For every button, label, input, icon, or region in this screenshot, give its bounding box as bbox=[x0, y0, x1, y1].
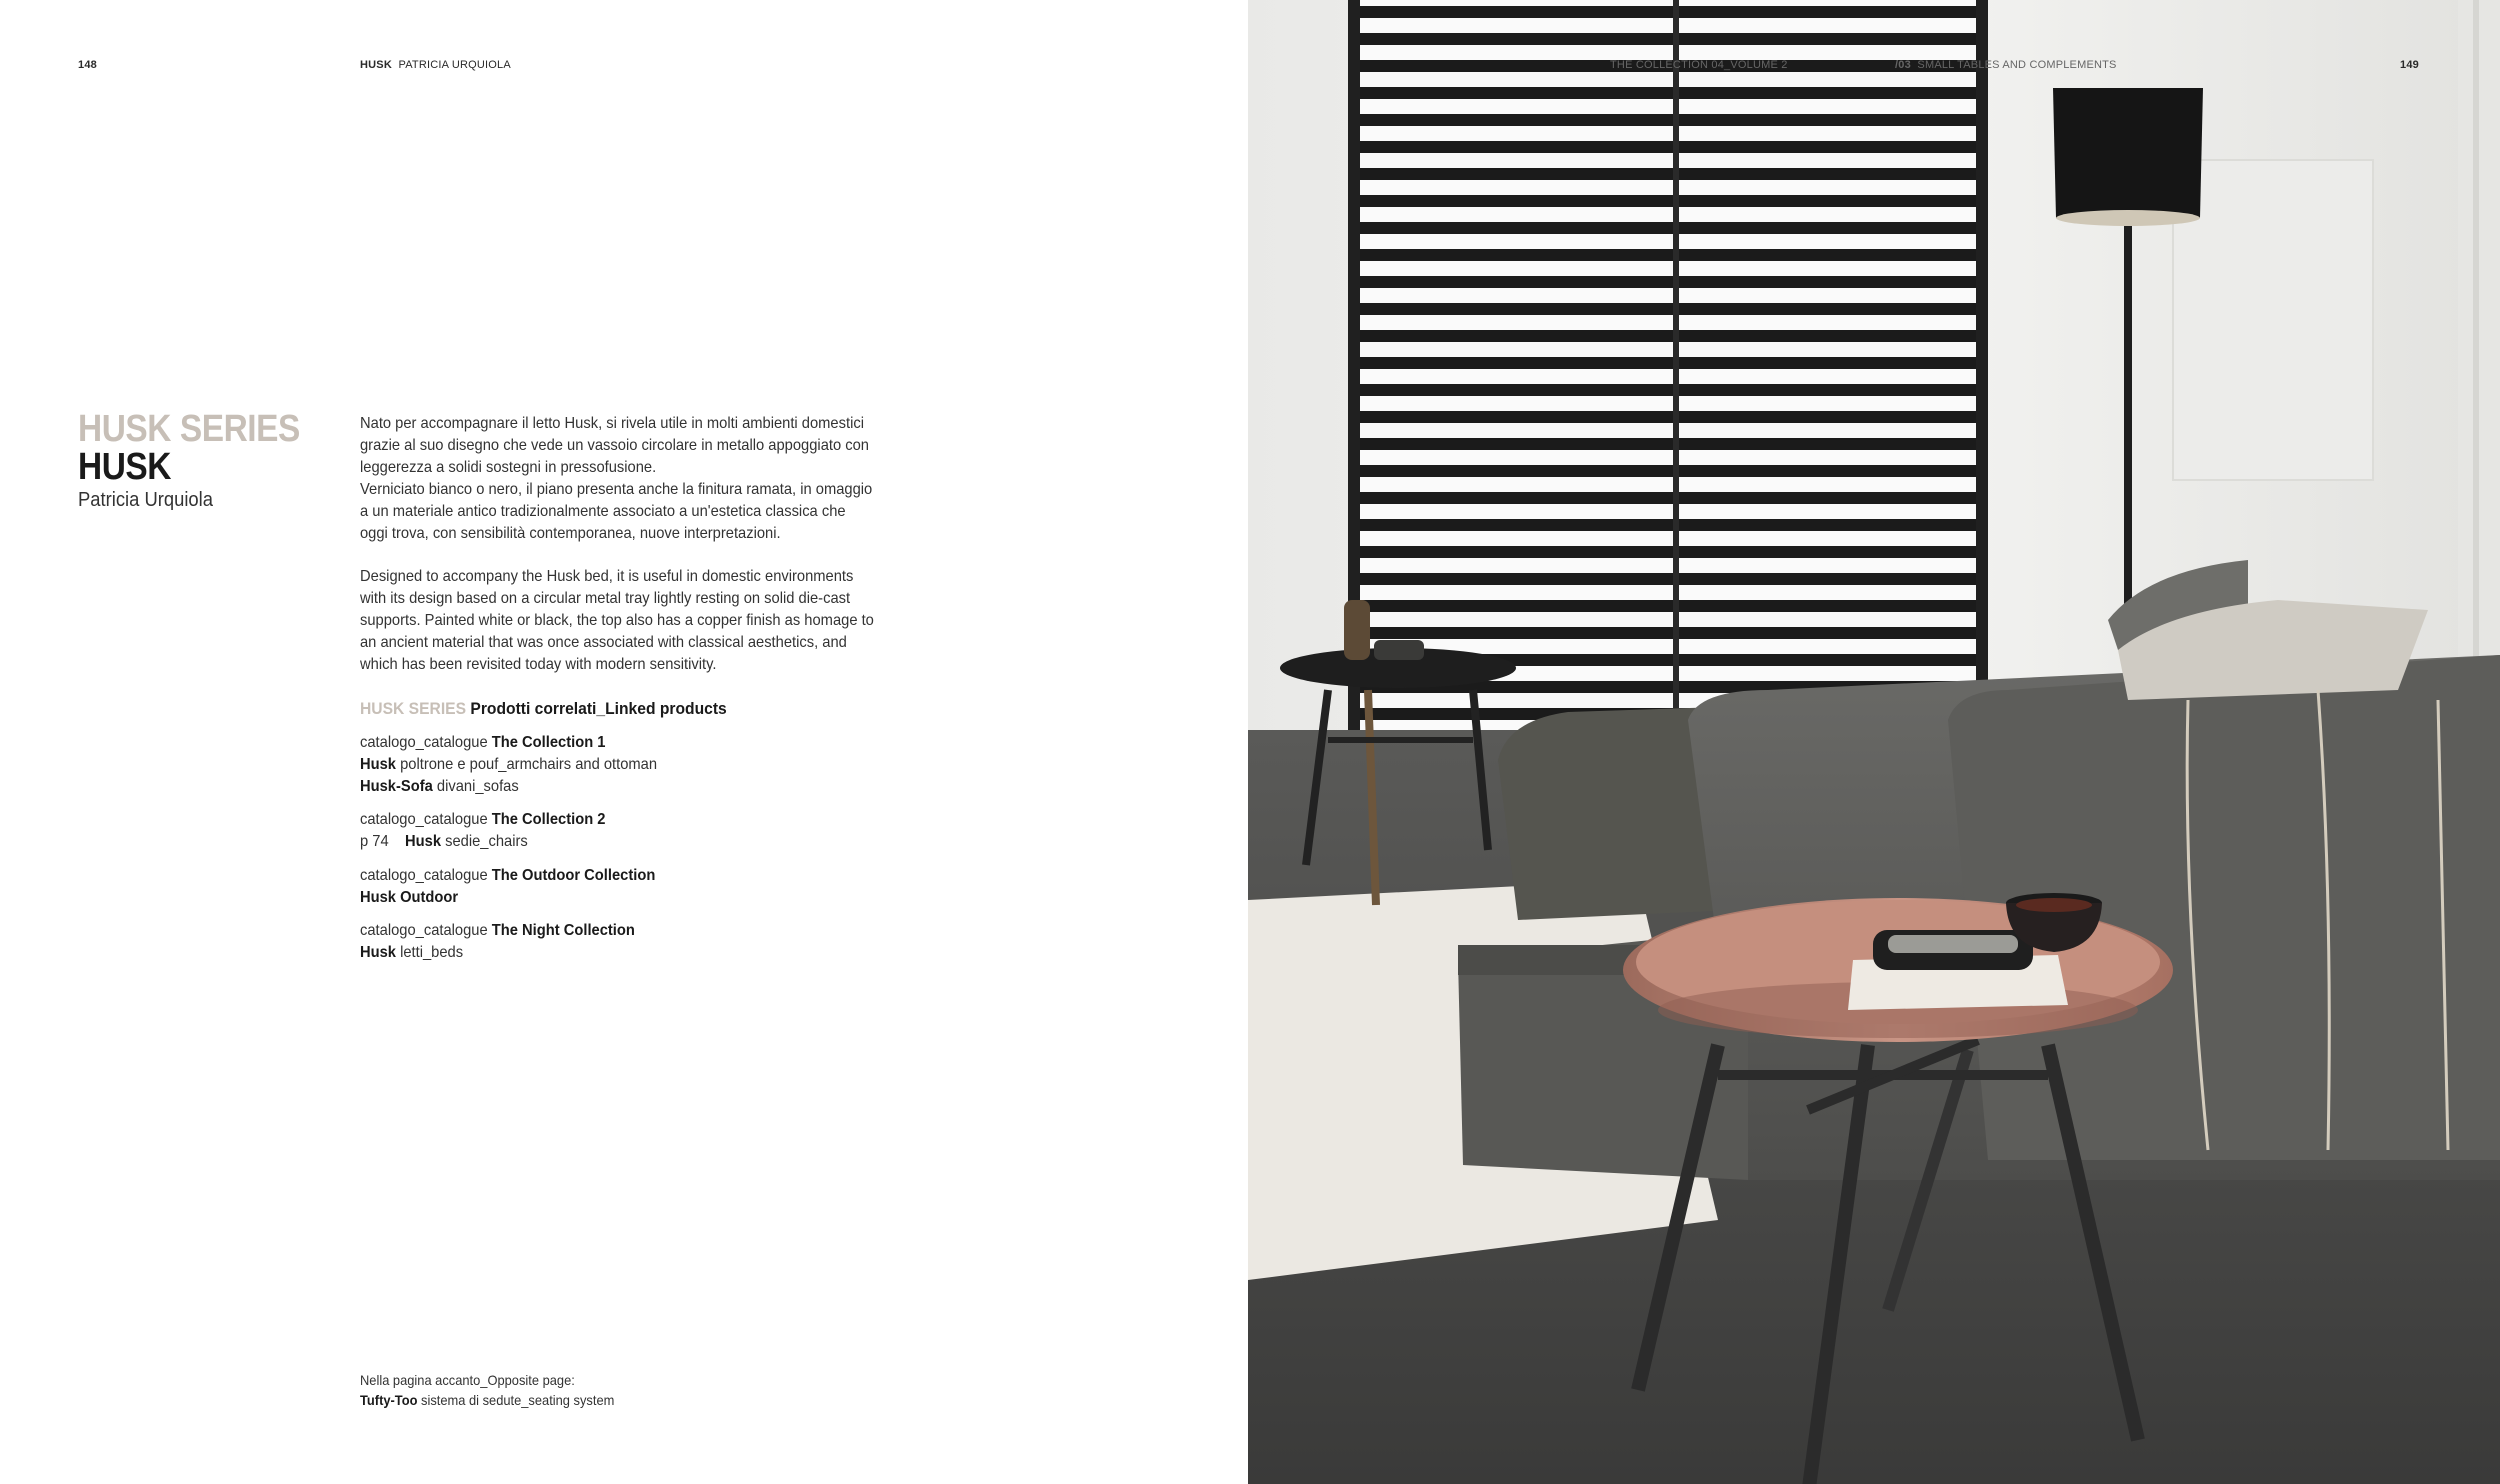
description-english bbox=[360, 566, 875, 676]
blind-slat bbox=[1358, 465, 1978, 477]
blind-slat bbox=[1358, 411, 1978, 423]
caption-label: Nella pagina accanto_Opposite page: bbox=[360, 1372, 575, 1388]
catalogue-label: catalogo_catalogue bbox=[360, 922, 488, 939]
section-number: /03 bbox=[1895, 59, 1911, 71]
blind-slat bbox=[1358, 573, 1978, 585]
left-page-number: 148 bbox=[78, 59, 97, 71]
running-head-designer: PATRICIA URQUIOLA bbox=[398, 59, 511, 71]
description-italian-para-1: Nato per accompagnare il letto Husk, si rivela utile in molti ambienti domestici grazie al suo disegno che vede un vassoio circolare in metallo appoggiato con leggerezza a solidi sostegni in pressofusione. bbox=[360, 415, 869, 476]
blind-slat bbox=[1358, 168, 1978, 180]
blind-slat bbox=[1358, 357, 1978, 369]
catalogue-label: catalogo_catalogue bbox=[360, 867, 488, 884]
linked-item bbox=[360, 865, 655, 909]
blind-slat bbox=[1358, 519, 1978, 531]
linked-item bbox=[360, 732, 657, 798]
linked-item bbox=[360, 809, 605, 853]
product-ref-desc: poltrone e pouf_armchairs and ottoman bbox=[400, 756, 658, 773]
series-title: HUSK SERIES bbox=[78, 408, 300, 450]
blind-slat bbox=[1358, 87, 1978, 99]
left-running-head bbox=[360, 59, 511, 71]
linked-heading-label: Prodotti correlati_Linked products bbox=[470, 699, 727, 718]
photo-caption bbox=[360, 1370, 614, 1410]
right-page bbox=[1248, 0, 2500, 1484]
blind-slat bbox=[1358, 141, 1978, 153]
blind-slat bbox=[1358, 276, 1978, 288]
blind-slat bbox=[1358, 330, 1978, 342]
blind-slat bbox=[1358, 114, 1978, 126]
description-english-para: Designed to accompany the Husk bed, it is useful in domestic environments with its design based on a circular metal tray lightly resting on solid die-cast supports. Painted white or black, the top also has a copper finish as homage to an ancient material that was once associated with classical aesthetics, and which has been revisited today with modern sensitivity. bbox=[360, 568, 874, 673]
blind-slat bbox=[1358, 438, 1978, 450]
blind-slat bbox=[1358, 33, 1978, 45]
product-ref-desc: letti_beds bbox=[400, 944, 464, 961]
linked-heading-series: HUSK SERIES bbox=[360, 699, 467, 718]
linked-item bbox=[360, 920, 635, 964]
collection-name: The Collection 2 bbox=[491, 811, 606, 828]
caption-product-desc: sistema di sedute_seating system bbox=[421, 1392, 615, 1408]
right-running-head-collection: THE COLLECTION 04_VOLUME 2 bbox=[1610, 59, 1788, 71]
product-ref-desc: sedie_chairs bbox=[445, 833, 528, 850]
collection-name: The Night Collection bbox=[491, 922, 635, 939]
blind-slat bbox=[1358, 222, 1978, 234]
blind-slat bbox=[1358, 546, 1978, 558]
page-ref: p 74 bbox=[360, 833, 389, 850]
blind-slat bbox=[1358, 384, 1978, 396]
wall-frame bbox=[2173, 160, 2373, 480]
section-title: SMALL TABLES AND COMPLEMENTS bbox=[1917, 59, 2117, 71]
blind-slat bbox=[1358, 195, 1978, 207]
product-photo bbox=[1248, 0, 2500, 1484]
blind-slat bbox=[1358, 303, 1978, 315]
description-italian-para-2: Verniciato bianco o nero, il piano presenta anche la finitura ramata, in omaggio a un materiale antico tradizionalmente associato a un'estetica classica che oggi trova, con sensibilità contemporanea, nuove interpretazioni. bbox=[360, 481, 873, 542]
catalogue-label: catalogo_catalogue bbox=[360, 734, 488, 751]
running-head-product: HUSK bbox=[360, 59, 392, 71]
blind-slat bbox=[1358, 6, 1978, 18]
designer-name: Patricia Urquiola bbox=[78, 489, 213, 511]
product-ref: Husk bbox=[405, 833, 442, 850]
collection-name: The Outdoor Collection bbox=[491, 867, 656, 884]
window-blinds bbox=[1348, 0, 1988, 760]
product-ref: Husk bbox=[360, 756, 396, 773]
caption-product: Tufty-Too bbox=[360, 1392, 418, 1408]
product-ref: Husk-Sofa bbox=[360, 778, 433, 795]
product-ref-desc: divani_sofas bbox=[436, 778, 519, 795]
blind-slat bbox=[1358, 600, 1978, 612]
product-ref: Husk bbox=[360, 944, 396, 961]
catalogue-label: catalogo_catalogue bbox=[360, 811, 488, 828]
product-ref: Husk Outdoor bbox=[360, 889, 459, 906]
blind-slat bbox=[1358, 249, 1978, 261]
collection-name: The Collection 1 bbox=[491, 734, 606, 751]
right-running-head-section bbox=[1895, 59, 2117, 71]
description-italian bbox=[360, 413, 875, 545]
left-page bbox=[0, 0, 1248, 1484]
blind-slat bbox=[1358, 627, 1978, 639]
linked-products-heading bbox=[360, 699, 727, 719]
product-title: HUSK bbox=[78, 446, 172, 488]
right-page-number: 149 bbox=[2400, 59, 2419, 71]
blind-slat bbox=[1358, 492, 1978, 504]
